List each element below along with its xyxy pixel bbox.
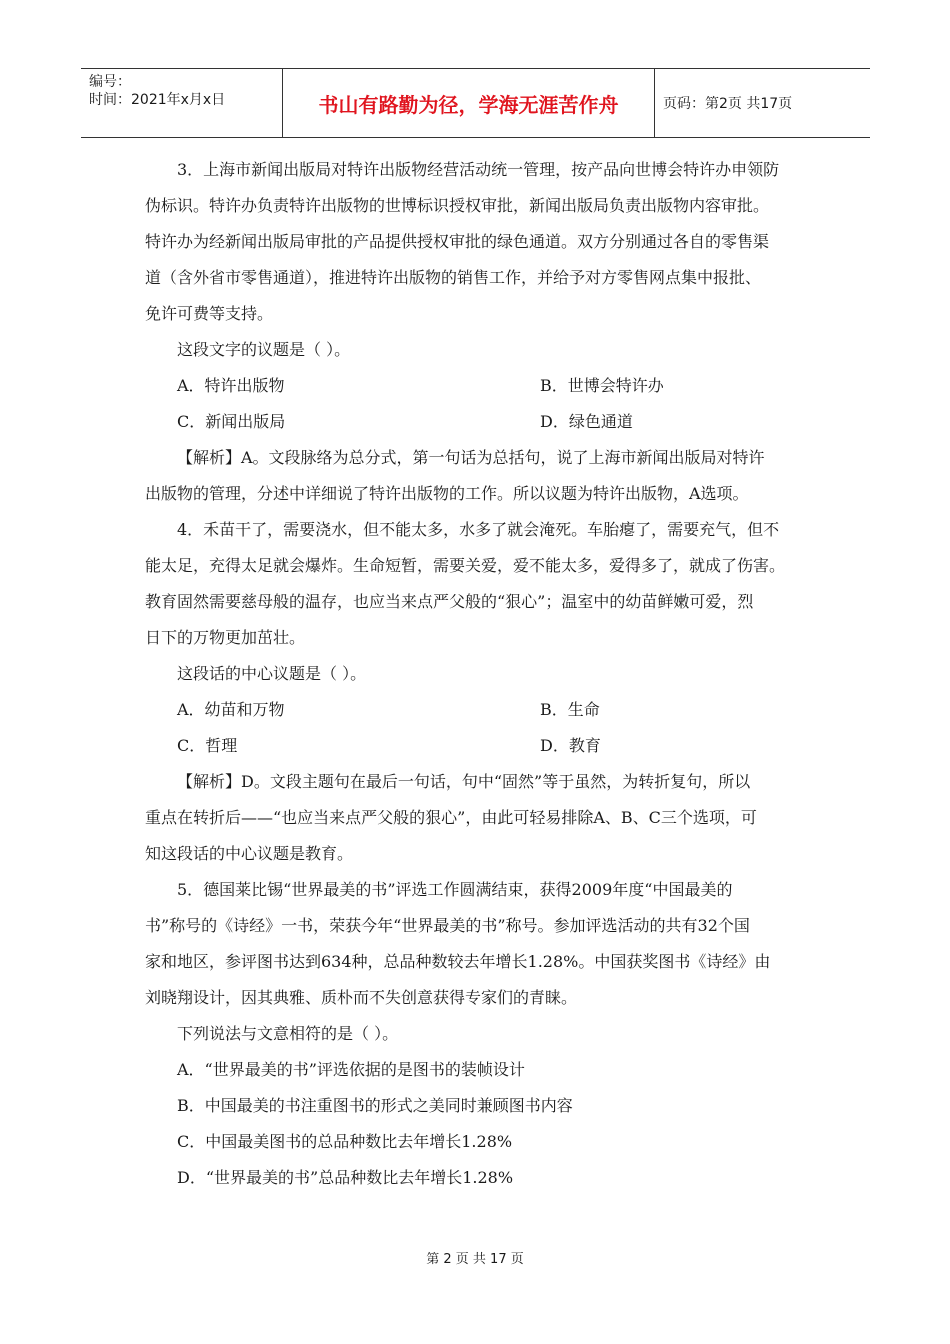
header-motto: 书山有路勤为径，学海无涯苦作舟 (283, 69, 655, 137)
question-4 (145, 512, 810, 872)
header-meta (81, 69, 283, 137)
document-body (145, 152, 810, 1196)
header-page-label: 页码：第2页 共17页 (663, 96, 793, 112)
option-a: A．特许出版物 (177, 376, 285, 395)
page-header (81, 68, 870, 138)
question-3 (145, 152, 810, 512)
option-a: A．幼苗和万物 (177, 700, 285, 719)
question-text-line: 免许可费等支持。 (145, 304, 274, 323)
option-a: A．“世界最美的书”评选依据的是图书的装帧设计 (177, 1060, 525, 1079)
analysis-line: 【解析】A。文段脉络为总分式，第一句话为总括句，说了上海市新闻出版局对特许 (177, 448, 765, 467)
id-label: 编号： (89, 74, 131, 90)
option-d: D．绿色通道 (540, 412, 633, 431)
option-d: D．教育 (540, 736, 601, 755)
option-c: C．中国最美图书的总品种数比去年增长1.28% (177, 1132, 513, 1151)
question-text-line: 日下的万物更加茁壮。 (145, 628, 306, 647)
question-text-line: 特许办为经新闻出版局审批的产品提供授权审批的绿色通道。双方分别通过各自的零售渠 (145, 232, 770, 251)
question-text-line: 道（含外省市零售通道），推进特许出版物的销售工作，并给予对方零售网点集中报批、 (145, 268, 762, 287)
options-row (145, 404, 810, 440)
options-row (145, 692, 810, 728)
question-5 (145, 872, 810, 1196)
question-prompt: 这段文字的议题是（ ）。 (177, 340, 351, 359)
options-row (145, 728, 810, 764)
analysis-line: 重点在转折后——“也应当来点严父般的狠心”，由此可轻易排除A、B、C三个选项，可 (145, 808, 757, 827)
option-c: C．新闻出版局 (177, 412, 286, 431)
analysis-line: 知这段话的中心议题是教育。 (145, 844, 354, 863)
analysis-line: 出版物的管理，分述中详细说了特许出版物的工作。所以议题为特许出版物，A选项。 (145, 484, 749, 503)
question-text-line: 5．德国莱比锡“世界最美的书”评选工作圆满结束，获得2009年度“中国最美的 (177, 880, 733, 899)
question-text-line: 3．上海市新闻出版局对特许出版物经营活动统一管理，按产品向世博会特许办申领防 (177, 160, 780, 179)
question-text-line: 家和地区，参评图书达到634种，总品种数较去年增长1.28%。中国获奖图书《诗经》由 (145, 952, 771, 971)
question-prompt: 这段话的中心议题是（ ）。 (177, 664, 367, 683)
page-footer: 第 2 页 共 17 页 (426, 1252, 524, 1267)
option-b: B．世博会特许办 (540, 376, 664, 395)
option-b: B．生命 (540, 700, 600, 719)
question-text-line: 4．禾苗干了，需要浇水，但不能太多，水多了就会淹死。车胎瘪了，需要充气，但不 (177, 520, 780, 539)
question-text-line: 教育固然需要慈母般的温存，也应当来点严父般的“狠心”；温室中的幼苗鲜嫩可爱，烈 (145, 592, 754, 611)
question-prompt: 下列说法与文意相符的是（ ）。 (177, 1024, 399, 1043)
option-d: D．“世界最美的书”总品种数比去年增长1.28% (177, 1168, 514, 1187)
time-label: 时间：2021年x月x日 (89, 92, 226, 108)
options-row (145, 368, 810, 404)
question-text-line: 能太足，充得太足就会爆炸。生命短暂，需要关爱，爱不能太多，爱得多了，就成了伤害。 (145, 556, 786, 575)
question-text-line: 刘晓翔设计，因其典雅、质朴而不失创意获得专家们的青睐。 (145, 988, 578, 1007)
question-text-line: 伪标识。特许办负责特许出版物的世博标识授权审批，新闻出版局负责出版物内容审批。 (145, 196, 770, 215)
option-c: C．哲理 (177, 736, 238, 755)
analysis-line: 【解析】D。文段主题句在最后一句话，句中“固然”等于虽然，为转折复句，所以 (177, 772, 751, 791)
question-text-line: 书”称号的《诗经》一书，荣获今年“世界最美的书”称号。参加评选活动的共有32个国 (145, 916, 750, 935)
option-b: B．中国最美的书注重图书的形式之美同时兼顾图书内容 (177, 1096, 573, 1115)
